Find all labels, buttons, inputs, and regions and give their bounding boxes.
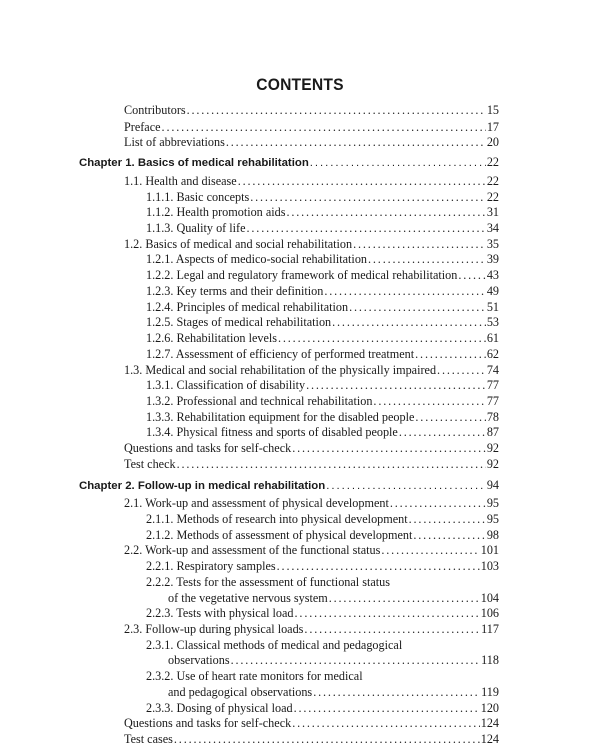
toc-entry-page: 77 [486, 378, 499, 393]
dot-leader [277, 559, 480, 574]
dot-leader [326, 479, 486, 494]
dot-leader [174, 732, 480, 747]
toc-entry-label: 1.3. Medical and social rehabilitation of the physically impaired [124, 362, 437, 377]
toc-entry[interactable] [146, 300, 499, 315]
toc-entry-page: 34 [486, 220, 499, 235]
toc-entry-page: 51 [486, 299, 499, 314]
toc-entry-label: 2.2. Work-up and assessment of the functional status [124, 543, 381, 558]
toc-entry-label: 1.2. Basics of medical and social rehabilitation [124, 236, 353, 251]
dot-leader [415, 347, 486, 362]
toc-entry-page: 106 [480, 606, 499, 621]
toc-chapter-heading[interactable] [79, 478, 499, 493]
dot-leader [349, 300, 486, 315]
toc-entry-label: 1.1.3. Quality of life [146, 220, 246, 235]
toc-entry-label: 1.1.2. Health promotion aids [146, 205, 286, 220]
toc-entry-label: 2.2.3. Tests with physical load [146, 606, 294, 621]
toc-entry-first-line[interactable]: 2.3.1. Classical methods of medical and pedagogical [146, 637, 403, 652]
toc-entry-page: 119 [481, 684, 499, 699]
dot-leader [278, 331, 486, 346]
page-title: CONTENTS [256, 75, 344, 94]
toc-entry-page: 120 [480, 700, 499, 715]
dot-leader [231, 653, 481, 668]
toc-entry-label: 2.1.1. Methods of research into physical development [146, 511, 408, 526]
toc-entry-label: 2.1. Work-up and assessment of physical development [124, 496, 389, 511]
dot-leader [415, 410, 485, 425]
toc-entry[interactable] [146, 701, 499, 716]
dot-leader [292, 441, 486, 456]
toc-entry[interactable] [124, 716, 499, 731]
toc-entry[interactable] [146, 221, 499, 236]
dot-leader [399, 425, 486, 440]
toc-entry[interactable] [124, 543, 499, 558]
dot-leader [226, 135, 486, 150]
dot-leader [381, 543, 479, 558]
toc-entry-page: 94 [486, 477, 499, 492]
toc-entry-page: 22 [486, 155, 499, 170]
toc-entry-page: 39 [486, 252, 499, 267]
toc-entry-label: and pedagogical observations [168, 684, 313, 699]
toc-entry[interactable] [146, 268, 499, 283]
toc-entry[interactable] [146, 315, 499, 330]
toc-entry-first-line[interactable]: 2.3.2. Use of heart rate monitors for medical [146, 669, 363, 684]
toc-entry[interactable] [124, 622, 499, 637]
toc-entry-page: 104 [480, 590, 499, 605]
toc-entry-label: 1.3.4. Physical fitness and sports of disabled people [146, 425, 398, 440]
dot-leader [329, 591, 480, 606]
toc-entry-label: Preface [124, 119, 161, 134]
toc-entry[interactable] [124, 135, 499, 150]
toc-entry-page: 101 [480, 543, 499, 558]
dot-leader [413, 528, 485, 543]
dot-leader [437, 363, 486, 378]
toc-entry-label: Chapter 2. Follow-up in medical rehabilitation [79, 479, 326, 492]
toc-entry-page: 62 [486, 346, 499, 361]
toc-entry-page: 35 [486, 236, 499, 251]
toc-entry-page: 124 [480, 732, 499, 746]
toc-entry[interactable] [146, 252, 499, 267]
toc-entry-label: 1.3.1. Classification of disability [146, 378, 306, 393]
toc-entry-page: 20 [486, 135, 499, 150]
toc-entry-page: 49 [486, 283, 499, 298]
toc-entry[interactable] [146, 425, 499, 440]
toc-entry-page: 118 [481, 653, 499, 668]
dot-leader [373, 394, 485, 409]
dot-leader [353, 237, 486, 252]
toc-entry-page: 17 [486, 119, 499, 134]
toc-entry[interactable] [146, 559, 499, 574]
toc-entry-first-line[interactable]: 2.2.2. Tests for the assessment of functional status [146, 574, 390, 589]
toc-entry-page: 87 [486, 425, 499, 440]
toc-entry-label: 1.3.3. Rehabilitation equipment for the disabled people [146, 409, 415, 424]
toc-entry-label: Test check [124, 456, 176, 471]
toc-chapter-heading[interactable] [79, 155, 499, 170]
toc-entry-label: 1.2.1. Aspects of medico-social rehabilitation [146, 252, 368, 267]
toc-entry-label: Contributors [124, 103, 186, 117]
toc-entry[interactable] [124, 237, 499, 252]
toc-entry[interactable] [168, 591, 499, 606]
toc-entry-label: Questions and tasks for self-check [124, 716, 292, 731]
toc-entry[interactable] [124, 363, 499, 378]
toc-entry-label: Chapter 1. Basics of medical rehabilitation [79, 157, 309, 170]
toc-entry-page: 78 [486, 409, 499, 424]
dot-leader [368, 252, 486, 267]
dot-leader [458, 268, 485, 283]
toc-entry-label: 1.2.5. Stages of medical rehabilitation [146, 315, 332, 330]
toc-entry[interactable] [124, 457, 499, 472]
toc-entry[interactable] [146, 512, 499, 527]
toc-entry-page: 74 [486, 362, 499, 377]
dot-leader [304, 622, 480, 637]
toc-entry-page: 92 [486, 441, 499, 456]
toc-entry-label: 1.2.7. Assessment of efficiency of performed treatment [146, 346, 415, 361]
toc-entry-label: 2.3.3. Dosing of physical load [146, 700, 293, 715]
toc-entry-page: 92 [486, 456, 499, 471]
dot-leader [306, 378, 486, 393]
toc-entry-label: observations [168, 653, 230, 668]
toc-entry-page: 15 [486, 103, 499, 117]
toc-entry[interactable] [146, 410, 499, 425]
toc-entry-label: 2.2.1. Respiratory samples [146, 559, 276, 573]
dot-leader [310, 156, 486, 171]
dot-leader [177, 457, 486, 472]
toc-entry-page: 22 [486, 189, 499, 204]
toc-entry-page: 95 [486, 511, 499, 526]
dot-leader [295, 606, 480, 621]
toc-entry-page: 103 [480, 559, 499, 573]
toc-entry-label: 1.2.2. Legal and regulatory framework of medical rehabilitation [146, 268, 458, 283]
toc-entry[interactable] [146, 347, 499, 362]
toc-entry[interactable] [146, 394, 499, 409]
dot-leader [292, 716, 480, 731]
dot-leader [286, 205, 485, 220]
toc-entry-label: 1.1. Health and disease [124, 173, 237, 188]
toc-entry-label: List of abbreviations [124, 135, 225, 150]
dot-leader [187, 103, 486, 118]
dot-leader [247, 221, 486, 236]
toc-entry-page: 124 [480, 716, 499, 731]
dot-leader [313, 685, 480, 700]
toc-entry-page: 53 [486, 315, 499, 330]
toc-entry-label: 1.2.3. Key terms and their definition [146, 283, 324, 298]
dot-leader [390, 496, 486, 511]
dot-leader [250, 190, 486, 205]
dot-leader [238, 174, 486, 189]
dot-leader [409, 512, 486, 527]
toc-entry-label: Questions and tasks for self-check [124, 441, 292, 456]
toc-entry-label: 1.2.4. Principles of medical rehabilitation [146, 299, 349, 314]
toc-entry[interactable] [146, 284, 499, 299]
toc-entry[interactable] [124, 732, 499, 747]
toc-entry-page: 22 [486, 173, 499, 188]
dot-leader [294, 701, 480, 716]
toc-entry-label: 2.1.2. Methods of assessment of physical development [146, 527, 413, 542]
toc-entry-page: 117 [481, 621, 499, 636]
toc-entry[interactable] [146, 528, 499, 543]
dot-leader [324, 284, 485, 299]
toc-entry[interactable] [146, 378, 499, 393]
toc-entry-page: 77 [486, 393, 499, 408]
toc-entry[interactable] [146, 331, 499, 346]
toc-entry[interactable] [146, 606, 499, 621]
toc-entry-page: 98 [486, 527, 499, 542]
dot-leader [162, 120, 486, 135]
toc-entry-page: 95 [486, 496, 499, 511]
toc-entry[interactable] [124, 103, 499, 118]
toc-entry[interactable] [168, 653, 499, 668]
toc-entry[interactable] [124, 496, 499, 511]
toc-entry-page: 31 [486, 205, 499, 220]
toc-entry[interactable] [146, 190, 499, 205]
dot-leader [332, 315, 486, 330]
toc-entry-page: 43 [486, 268, 499, 283]
toc-entry[interactable] [168, 685, 499, 700]
toc-entry-label: Test cases [124, 732, 173, 746]
toc-entry-label: of the vegetative nervous system [168, 590, 328, 605]
toc-entry-page: 61 [486, 331, 499, 345]
toc-entry[interactable] [124, 441, 499, 456]
toc-entry[interactable] [146, 205, 499, 220]
toc-entry-label: 1.2.6. Rehabilitation levels [146, 331, 277, 345]
toc-entry-label: 1.3.2. Professional and technical rehabilitation [146, 393, 373, 408]
toc-entry[interactable] [124, 174, 499, 189]
toc-entry-label: 2.3. Follow-up during physical loads [124, 621, 304, 636]
toc-entry[interactable] [124, 120, 499, 135]
toc-entry-label: 1.1.1. Basic concepts [146, 189, 250, 204]
